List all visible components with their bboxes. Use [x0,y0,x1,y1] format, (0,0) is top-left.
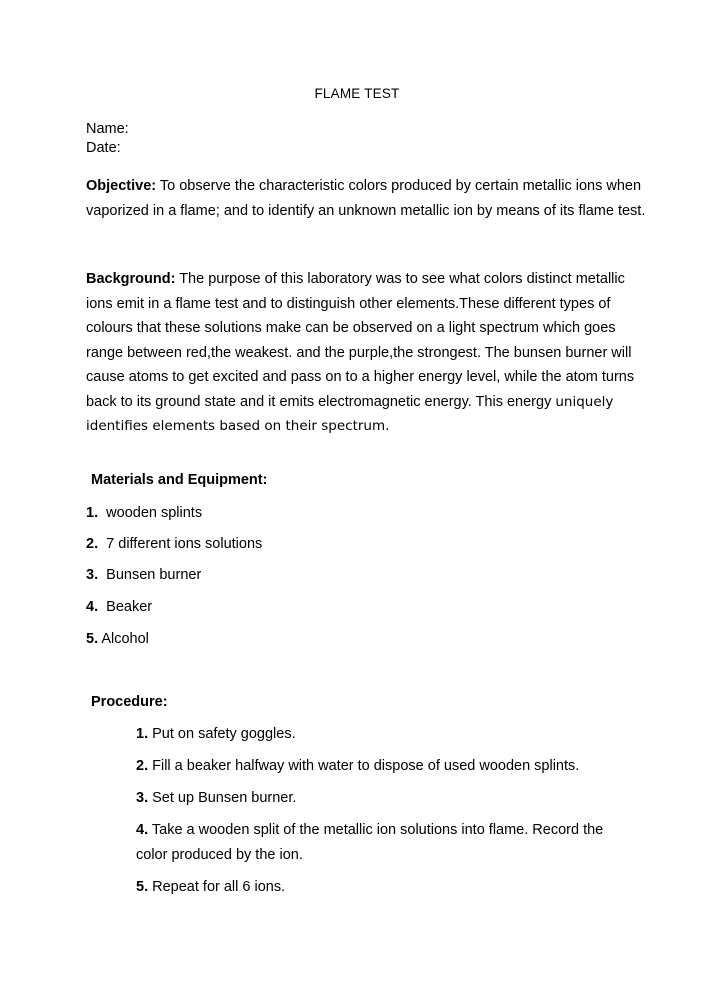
background-text-tail: uniquely identifies elements based on their spectrum. [86,393,614,434]
item-text: wooden splints [106,505,203,521]
step-text: Set up Bunsen burner. [152,790,297,806]
background-text: The purpose of this laboratory was to see what colors distinct metallic ions emit in a flame test and to distinguish other elements.These different types of colours that these solutions make can be observed on a light spectrum which goes range between red,the weakest. and the purple,the strongest. The bunsen burner will cause atoms to get excited and pass on to a higher energy level, while the atom turns back to its ground state and it emits electromagnetic energy. This energy [86,271,635,410]
item-text: 7 different ions solutions [106,536,263,552]
step-number: 5. [136,879,149,895]
procedure-heading: Procedure: [91,694,168,710]
materials-item [86,599,152,615]
procedure-step [136,818,636,868]
item-text: Bunsen burner [106,567,202,583]
step-number: 4. [136,822,149,838]
item-number: 2. [86,536,99,552]
materials-item [86,536,262,552]
background-label: Background: [86,271,176,287]
item-text: Alcohol [101,631,149,647]
item-number: 3. [86,567,99,583]
item-number: 5. [86,631,99,647]
objective-text: To observe the characteristic colors produced by certain metallic ions when vaporized in a flame; and to identify an unknown metallic ion by means of its flame test. [86,178,646,219]
item-number: 4. [86,599,99,615]
step-text: Put on safety goggles. [152,726,296,742]
procedure-step [136,754,636,779]
objective-label: Objective: [86,178,157,194]
procedure-step [136,875,636,900]
materials-item [86,631,149,647]
materials-item [86,567,201,583]
procedure-step [136,786,636,811]
background-paragraph [86,267,646,439]
step-number: 2. [136,758,149,774]
document-title: FLAME TEST [314,86,400,101]
step-text: Repeat for all 6 ions. [152,879,286,895]
item-text: Beaker [106,599,153,615]
step-number: 3. [136,790,149,806]
step-text: Take a wooden split of the metallic ion solutions into flame. Record the color produced by the ion. [136,822,604,863]
objective-paragraph [86,174,646,223]
materials-heading: Materials and Equipment: [91,472,268,488]
item-number: 1. [86,505,99,521]
name-label: Name: [86,121,129,137]
date-label: Date: [86,140,121,156]
materials-item [86,505,202,521]
step-text: Fill a beaker halfway with water to dispose of used wooden splints. [152,758,580,774]
procedure-step [136,722,636,747]
step-number: 1. [136,726,149,742]
